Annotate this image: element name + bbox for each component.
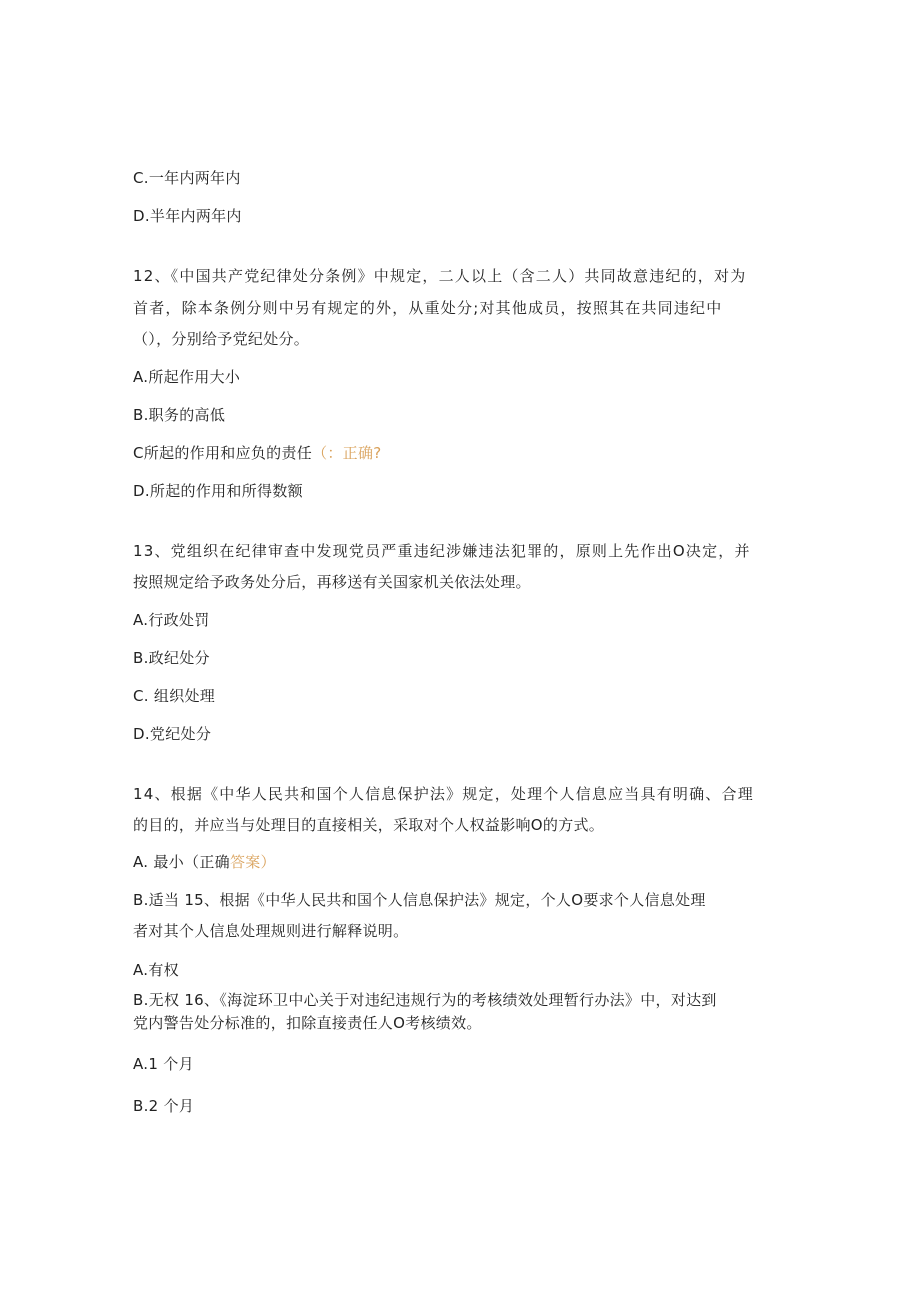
option-a-q13 bbox=[133, 610, 210, 630]
option-c-q12 bbox=[133, 443, 382, 463]
question-16-line-2 bbox=[133, 1013, 482, 1033]
option-b-q14-question-15-line-1 bbox=[133, 890, 706, 910]
line-text: 者对其个人信息处理规则进行解释说明。 bbox=[133, 922, 409, 940]
option-b-q16 bbox=[133, 1096, 194, 1116]
line-text: 12、《中国共产党纪律处分条例》中规定，二人以上（含二人）共同故意违纪的，对为 bbox=[133, 267, 747, 285]
question-15-line-2 bbox=[133, 921, 408, 941]
line-text: C.一年内两年内 bbox=[133, 169, 241, 187]
question-12-line-3 bbox=[133, 329, 309, 349]
line-text: D.所起的作用和所得数额 bbox=[133, 482, 303, 500]
option-b-q15-question-16-line-1 bbox=[133, 990, 717, 1010]
line-text: （），分别给予党纪处分。 bbox=[133, 330, 310, 348]
answer-mark: 答案） bbox=[229, 853, 276, 871]
line-text: B.政纪处分 bbox=[133, 649, 210, 667]
question-14-line-1 bbox=[133, 784, 754, 804]
line-text: C. 组织处理 bbox=[133, 687, 216, 705]
question-12-line-1 bbox=[133, 266, 746, 286]
line-text: A.有权 bbox=[133, 961, 179, 979]
line-text: A. 最小（正确 bbox=[133, 853, 230, 871]
option-b-q13 bbox=[133, 648, 210, 668]
option-d-q13 bbox=[133, 724, 211, 744]
question-14-line-2 bbox=[133, 815, 604, 835]
option-a-q15 bbox=[133, 960, 179, 980]
option-a-q14 bbox=[133, 852, 276, 872]
line-text: B.无权 16、《海淀环卫中心关于对违纪违规行为的考核绩效处理暂行办法》中，对达到 bbox=[133, 991, 717, 1009]
option-d-q12 bbox=[133, 481, 303, 501]
line-text: 的目的，并应当与处理目的直接相关，采取对个人权益影响O的方式。 bbox=[133, 816, 605, 834]
line-text: 首者，除本条例分则中另有规定的外，从重处分;对其他成员，按照其在共同违纪中 bbox=[133, 299, 723, 317]
option-b-q12 bbox=[133, 405, 225, 425]
line-text: D.半年内两年内 bbox=[133, 207, 242, 225]
line-text: B.适当 15、根据《中华人民共和国个人信息保护法》规定，个人O要求个人信息处理 bbox=[133, 891, 706, 909]
line-text: A.行政处罚 bbox=[133, 611, 210, 629]
line-text: D.党纪处分 bbox=[133, 725, 212, 743]
line-text: 按照规定给予政务处分后，再移送有关国家机关依法处理。 bbox=[133, 573, 531, 591]
line-text: 13、党组织在纪律审查中发现党员严重违纪涉嫌违法犯罪的，原则上先作出O决定，并 bbox=[133, 542, 751, 560]
line-c-q11 bbox=[133, 168, 241, 188]
line-text: B.职务的高低 bbox=[133, 406, 226, 424]
question-13-line-1 bbox=[133, 541, 751, 561]
question-13-line-2 bbox=[133, 572, 531, 592]
line-text: 14、根据《中华人民共和国个人信息保护法》规定，处理个人信息应当具有明确、合理 bbox=[133, 785, 754, 803]
line-text: B.2 个月 bbox=[133, 1097, 195, 1115]
option-a-q16 bbox=[133, 1054, 194, 1074]
line-text: C所起的作用和应负的责任 bbox=[133, 444, 313, 462]
line-text: A.1 个月 bbox=[133, 1055, 194, 1073]
line-text: A.所起作用大小 bbox=[133, 368, 241, 386]
option-a-q12 bbox=[133, 367, 240, 387]
question-12-line-2 bbox=[133, 298, 722, 318]
line-d-q11 bbox=[133, 206, 242, 226]
option-c-q13 bbox=[133, 686, 215, 706]
line-text: 党内警告处分标准的，扣除直接责任人O考核绩效。 bbox=[133, 1014, 482, 1032]
answer-mark: （：正确? bbox=[312, 444, 382, 462]
